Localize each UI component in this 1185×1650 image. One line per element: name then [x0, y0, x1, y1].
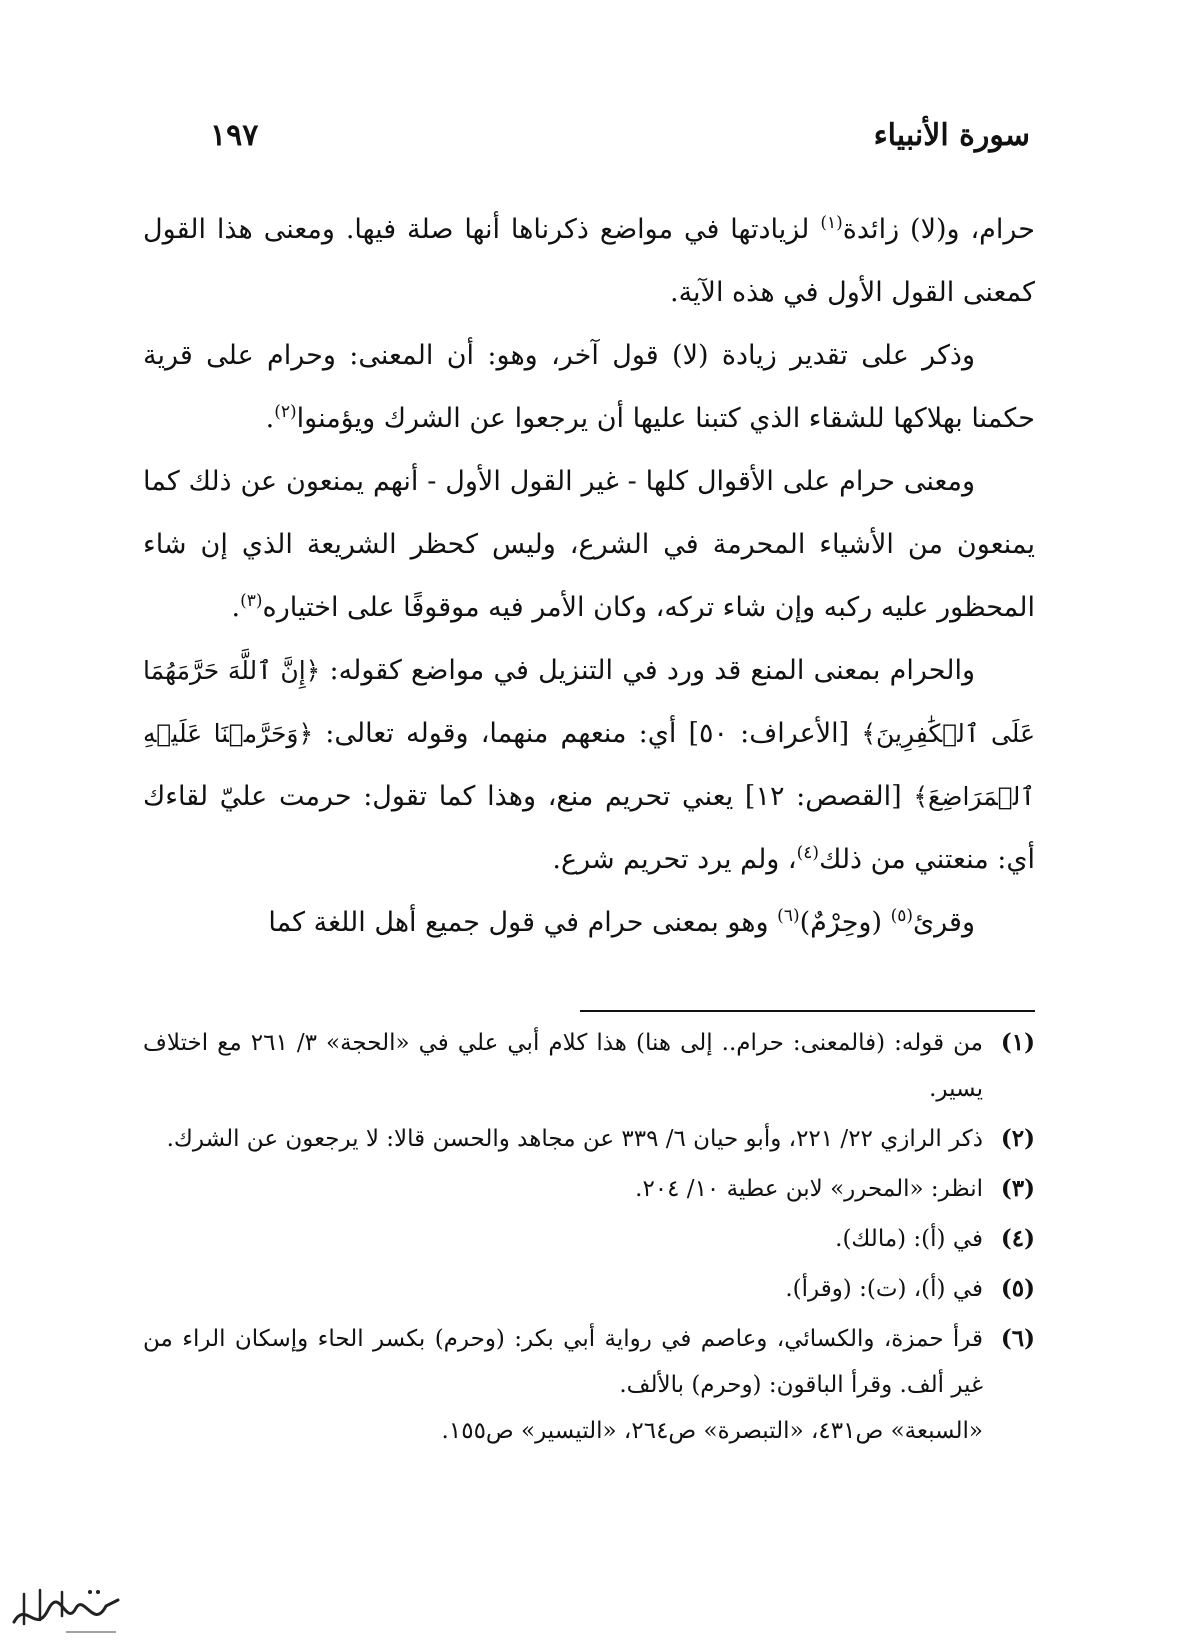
footnote-text — [143, 1116, 983, 1162]
paragraph-1-rest: لزيادتها في مواضع ذكرناها أنها صلة فيها. ومعنى هذا القول كمعنى القول الأول في هذه الآية. — [143, 214, 1035, 308]
paragraph-5-text-c: وهو بمعنى حرام في قول جميع أهل اللغة كما — [268, 907, 778, 938]
quran-verse-2: ﴿وَحَرَّمۡنَا عَلَيۡهِ ٱلۡمَرَاضِعَ﴾ — [143, 719, 1035, 811]
page-number: ١٩٧ — [210, 118, 259, 153]
paragraph-5 — [143, 891, 1035, 954]
paragraph-3-text: ومعنى حرام على الأقوال كلها - غير القول الأول - أنهم يمنعون عن ذلك كما يمنعون من الأشياء المحرمة في الشرع، وليس كحظر الشريعة الذي إن شاء المحظور عليه ركبه وإن شاء تركه، وكان الأمر فيه موقوفًا على اختياره — [143, 466, 1035, 623]
footnote-number: (٢) — [1000, 1125, 1035, 1152]
footnote — [143, 1116, 1035, 1162]
footnote-number: (٤) — [1000, 1225, 1035, 1252]
footnote-ref-6: (٦) — [777, 906, 800, 926]
paragraph-1-text: حرام، و(لا) زائدة — [842, 214, 1035, 245]
footnote-ref-3: (٣) — [240, 591, 263, 611]
footnote — [143, 1216, 1035, 1262]
footnote-line: في (أ): (مالك). — [835, 1226, 983, 1252]
footnote-ref-2: (٢) — [274, 402, 297, 422]
footnote — [143, 1316, 1035, 1454]
paragraph-2-text: وذكر على تقدير زيادة (لا) قول آخر، وهو: أن المعنى: وحرام على قرية حكمنا بهلاكها للشقاء الذي كتبنا عليها أن يرجعوا عن الشرك ويؤمنوا — [143, 340, 1035, 434]
footnotes — [143, 1020, 1035, 1458]
paragraph-4-text-c: [القصص: ١٢] يعني تحريم منع، وهذا كما تقول: حرمت عليّ لقاءك أي: منعتني من ذلك — [143, 781, 1035, 875]
paragraph-2 — [143, 324, 1035, 450]
footnote-text — [143, 1166, 983, 1212]
footnote-line: انظر: «المحرر» لابن عطية ١٠/ ٢٠٤. — [635, 1176, 983, 1202]
footnote-line: «السبعة» ص٤٣١، «التبصرة» ص٢٦٤، «التيسير» ص١٥٥. — [441, 1418, 983, 1444]
footnote-text — [143, 1316, 983, 1454]
paragraph-3-end: . — [231, 592, 241, 623]
footnote-text — [143, 1216, 983, 1262]
footnote-number: (٥) — [1000, 1275, 1035, 1302]
footnote — [143, 1266, 1035, 1312]
paragraph-2-end: . — [265, 403, 275, 434]
main-text — [143, 198, 1035, 954]
footnote-number: (١) — [1000, 1029, 1035, 1056]
surah-title: سورة الأنبياء — [873, 118, 1030, 153]
paragraph-4-text-a: والحرام بمعنى المنع قد ورد في التنزيل في مواضع كقوله: — [320, 655, 975, 686]
footnote-text — [143, 1020, 983, 1112]
paragraph-4 — [143, 639, 1035, 891]
paragraph-1 — [143, 198, 1035, 324]
paragraph-3 — [143, 450, 1035, 639]
footnote-divider — [580, 1010, 1035, 1012]
footnote-number: (٣) — [1000, 1175, 1035, 1202]
quran-verse-1: ﴿إِنَّ ٱللَّهَ حَرَّمَهُمَا عَلَى ٱلۡكَٰفِرِينَ﴾ — [143, 656, 1035, 748]
publisher-logo — [6, 1580, 126, 1640]
footnote-ref-4: (٤) — [796, 843, 820, 863]
footnote-line: من قوله: (فالمعنى: حرام.. إلى هنا) هذا كلام أبي علي في «الحجة» ٣/ ٢٦١ مع اختلاف يسير. — [143, 1030, 983, 1102]
paragraph-5-text-a: وقرئ — [913, 907, 975, 938]
footnote-line: في (أ)، (ت): (وقرأ). — [785, 1276, 983, 1302]
footnote — [143, 1166, 1035, 1212]
footnote-text — [143, 1266, 983, 1312]
footnote-line: قرأ حمزة، والكسائي، وعاصم في رواية أبي بكر: (وحرم) بكسر الحاء وإسكان الراء من غير ألف. وقرأ الباقون: (وحرم) بالألف. — [143, 1326, 983, 1398]
paragraph-5-text-b: (وحِرْمٌ) — [799, 907, 891, 938]
paragraph-4-text-d: ، ولم يرد تحريم شرع. — [552, 844, 797, 875]
footnote-ref-5: (٥) — [890, 906, 914, 926]
page-header — [210, 118, 1030, 168]
footnote — [143, 1020, 1035, 1112]
footnote-line: ذكر الرازي ٢٢/ ٢٢١، وأبو حيان ٦/ ٣٣٩ عن مجاهد والحسن قالا: لا يرجعون عن الشرك. — [166, 1126, 983, 1152]
footnote-number: (٦) — [1000, 1325, 1035, 1352]
paragraph-4-text-b: [الأعراف: ٥٠] أي: منعهم منهما، وقوله تعالى: — [313, 718, 862, 749]
footnote-ref-1: (١) — [820, 213, 843, 233]
